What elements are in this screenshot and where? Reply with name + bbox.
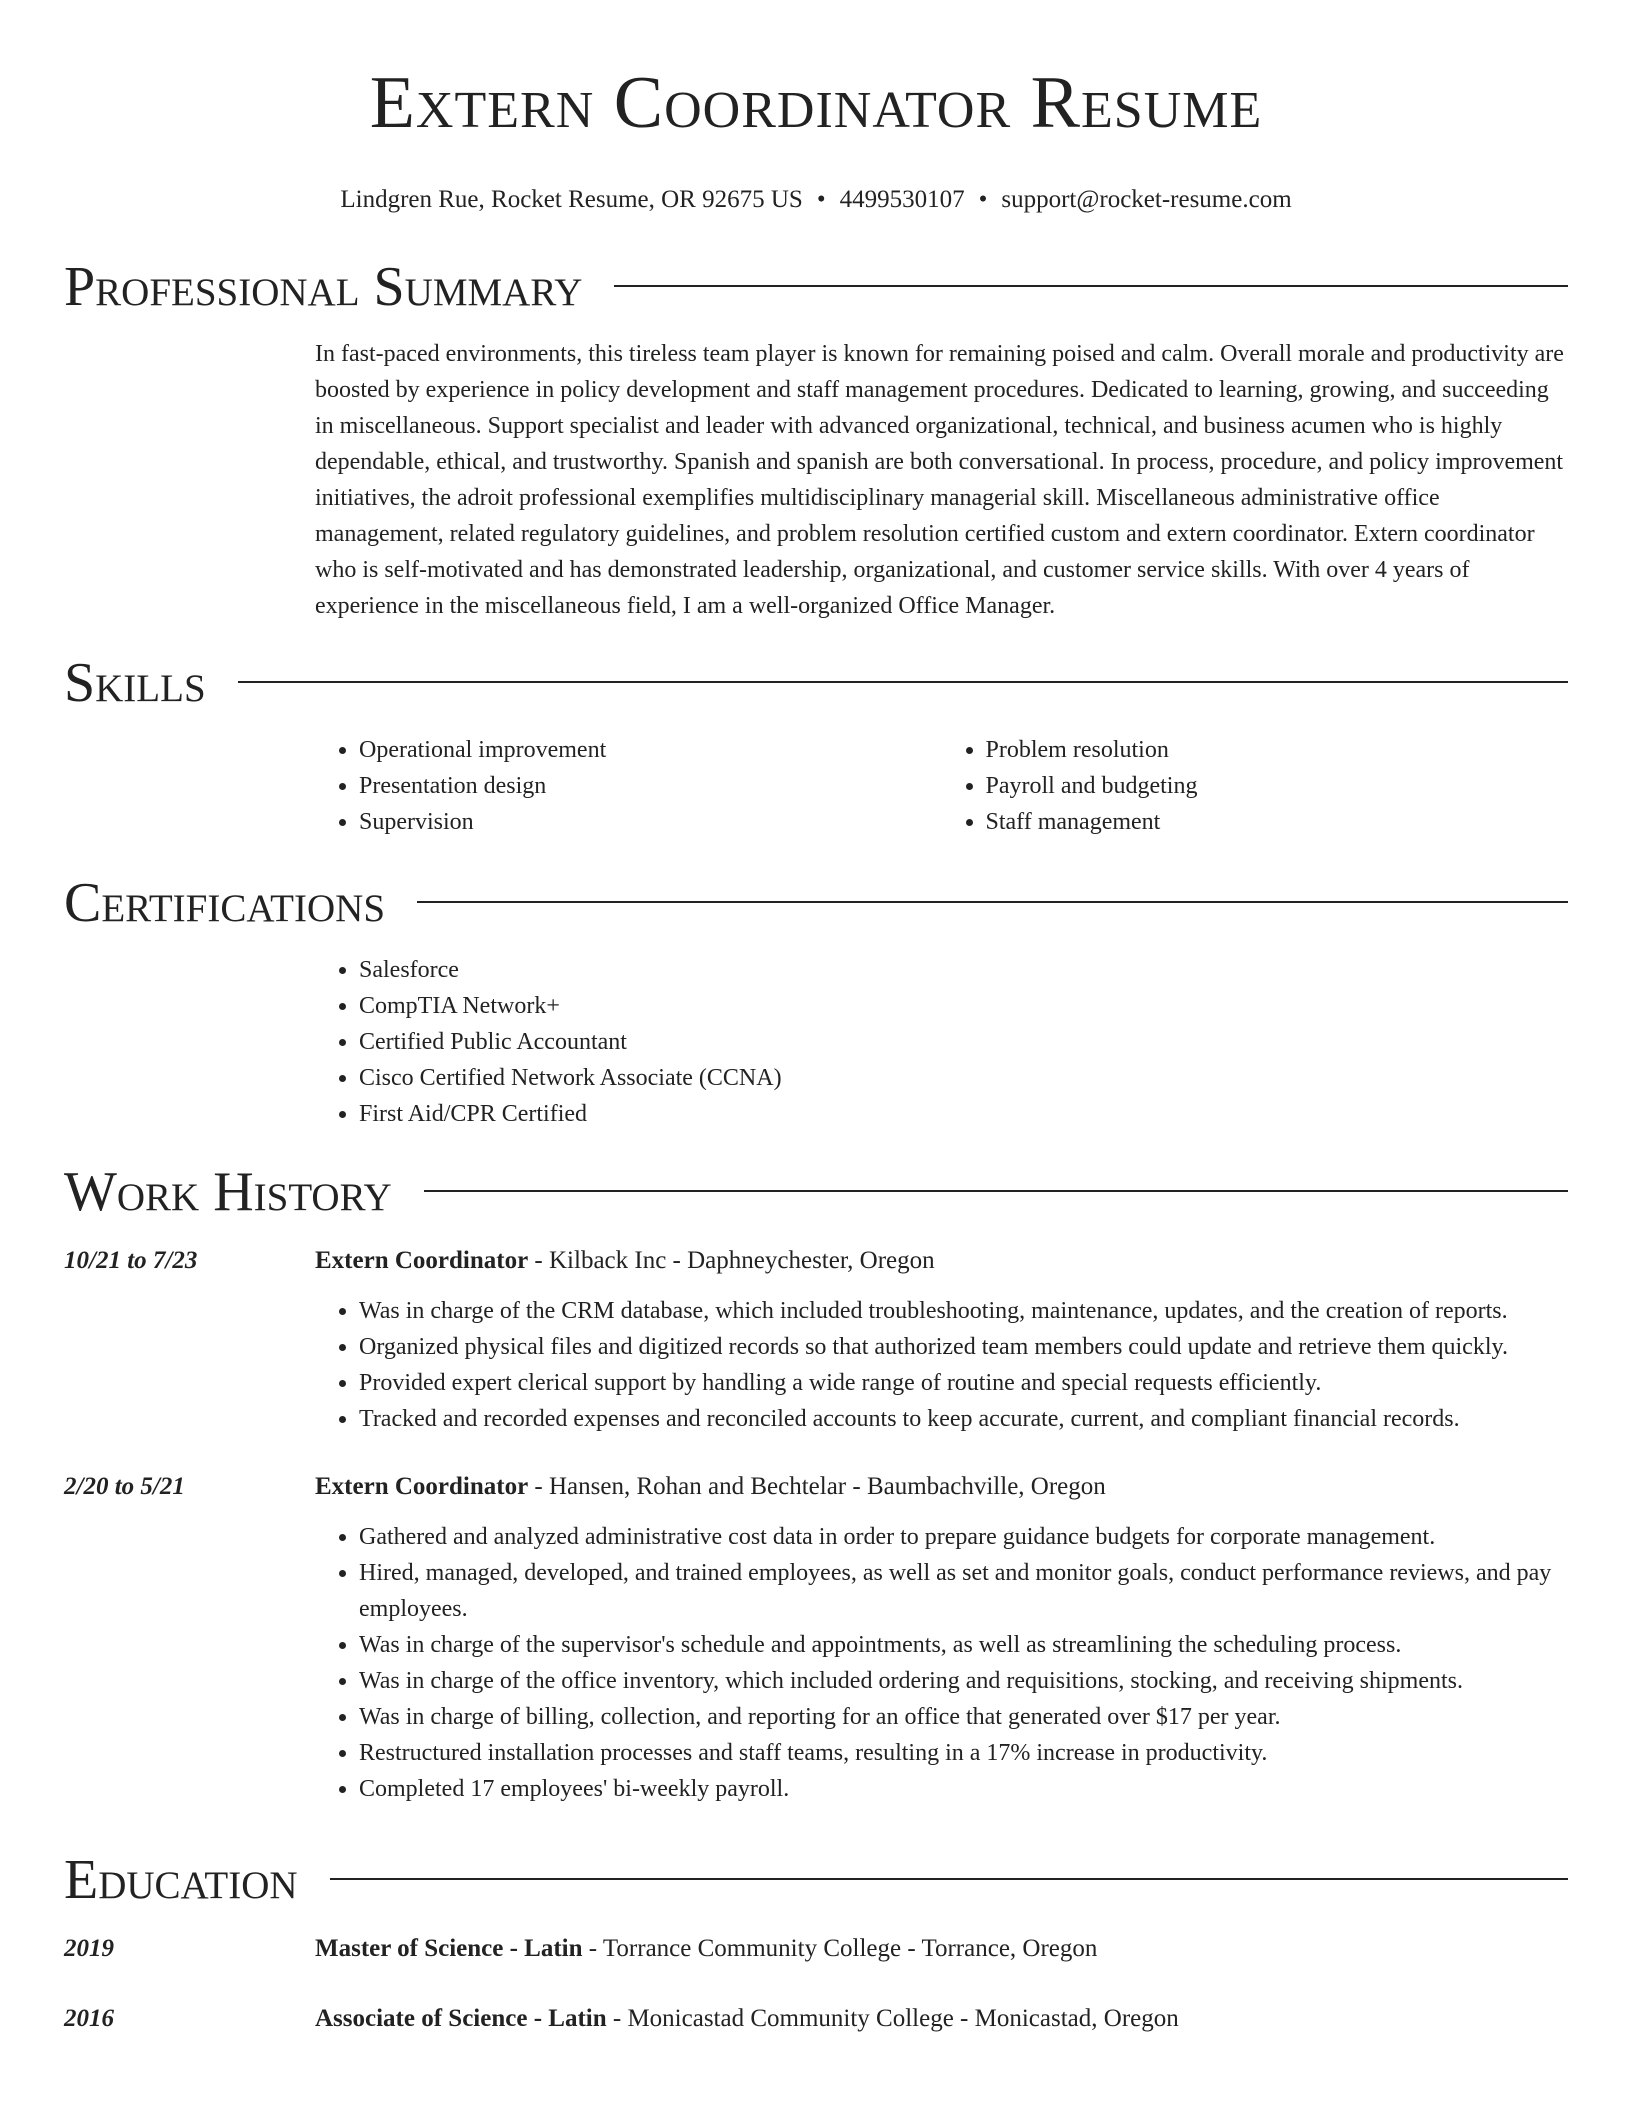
certification-item: • CompTIA Network+ [359,988,1568,1024]
contact-separator: • [816,186,826,213]
job-bullet-list [315,1293,1568,1437]
section-divider [424,1190,1568,1192]
section-title: Education [64,1849,298,1911]
skill-item: • Operational improvement [359,732,942,768]
skills-heading [64,652,1568,714]
job-bullet: • Gathered and analyzed administrative cost data in order to prepare guidance budgets for corporate management. [359,1519,1568,1555]
education-year: 2016 [64,2005,114,2032]
job-dates: 2/20 to 5/21 [64,1473,185,1500]
skills-section [64,652,1568,840]
job-entry [64,1243,1568,1437]
job-bullet: • Organized physical files and digitized records so that authorized team members could update and retrieve them quickly. [359,1329,1568,1365]
education-details: - Monicastad Community College - Monicastad, Oregon [606,2005,1179,2032]
job-title: Extern Coordinator [315,1473,529,1500]
section-title: Skills [64,652,206,714]
certifications-section [64,872,1568,1132]
skill-item: • Problem resolution [986,732,1569,768]
job-entry [64,1469,1568,1807]
skills-body [315,732,1568,840]
job-dates: 10/21 to 7/23 [64,1247,198,1274]
job-bullet: • Restructured installation processes and staff teams, resulting in a 17% increase in productivity. [359,1735,1568,1771]
skills-list-left [315,732,942,840]
contact-separator: • [978,186,988,213]
education-degree: Master of Science - Latin [315,1935,583,1962]
section-divider [417,901,1568,903]
skill-item: • Presentation design [359,768,942,804]
section-title: Certifications [64,872,386,934]
education-text [315,2001,1179,2037]
contact-email[interactable]: support@rocket-resume.com [1001,186,1292,213]
job-bullet: • Was in charge of the office inventory, which included ordering and requisitions, stocking, and receiving shipments. [359,1663,1568,1699]
summary-body [315,336,1568,624]
job-bullet: • Was in charge of billing, collection, and reporting for an office that generated over $17 per year. [359,1699,1568,1735]
section-title: Professional Summary [64,256,583,318]
job-header [64,1243,1568,1279]
job-bullet-list [315,1519,1568,1807]
job-bullet: • Tracked and recorded expenses and reconciled accounts to keep accurate, current, and compliant financial records. [359,1401,1568,1437]
section-title: Work History [64,1161,392,1223]
skill-item: • Payroll and budgeting [986,768,1569,804]
certification-item: • First Aid/CPR Certified [359,1096,1568,1132]
summary-text: In fast-paced environments, this tireless team player is known for remaining poised and calm. Overall morale and productivity are boosted by experience in policy development and staff management procedures. Dedicated to learning, growing, and succeeding in miscellaneous. Support specialist and leader with advanced organizational, technical, and business acumen who is highly dependable, ethical, and trustworthy. Spanish and spanish are both conversational. In process, procedure, and policy improvement initiatives, the adroit professional exemplifies multidisciplinary managerial skill. Miscellaneous administrative office management, related regulatory guidelines, and problem resolution certified custom and extern coordinator. Extern coordinator who is self-motivated and has demonstrated leadership, organizational, and customer service skills. With over 4 years of experience in the miscellaneous field, I am a well-organized Office Manager. [315,341,1564,619]
resume-title: Extern Coordinator Resume [369,62,1263,144]
resume-header [0,0,1632,216]
job-bullets [315,1293,1568,1437]
contact-address: Lindgren Rue, Rocket Resume, OR 92675 US [340,186,803,213]
job-header [64,1469,1568,1505]
education-degree: Associate of Science - Latin [315,2005,607,2032]
job-details: - Kilback Inc - Daphneychester, Oregon [528,1247,935,1274]
job-bullet: • Was in charge of the supervisor's schedule and appointments, as well as streamlining the scheduling process. [359,1627,1568,1663]
section-divider [330,1878,1568,1880]
work-history-section [64,1161,1568,1807]
education-year: 2019 [64,1935,114,1962]
job-bullets [315,1519,1568,1807]
job-bullet: • Provided expert clerical support by handling a wide range of routine and special requests efficiently. [359,1365,1568,1401]
work-history-heading [64,1161,1568,1223]
section-divider [614,285,1568,287]
summary-section [64,256,1568,624]
job-bullet: • Completed 17 employees' bi-weekly payroll. [359,1771,1568,1807]
certifications-body [315,952,1568,1132]
job-title: Extern Coordinator [315,1247,529,1274]
education-heading [64,1849,1568,1911]
skills-grid [315,732,1568,840]
job-heading-text [315,1243,935,1279]
certifications-heading [64,872,1568,934]
job-details: - Hansen, Rohan and Bechtelar - Baumbachville, Oregon [528,1473,1106,1500]
certification-item: • Salesforce [359,952,1568,988]
contact-phone: 4499530107 [839,186,965,213]
education-entry [64,1931,1568,1967]
certification-item: • Certified Public Accountant [359,1024,1568,1060]
skills-list-right [942,732,1569,840]
section-divider [238,681,1568,683]
certification-item: • Cisco Certified Network Associate (CCNA) [359,1060,1568,1096]
skill-item: • Staff management [986,804,1569,840]
job-bullet: • Hired, managed, developed, and trained employees, as well as set and monitor goals, conduct performance reviews, and pay employees. [359,1555,1568,1627]
job-heading-text [315,1469,1106,1505]
job-bullet: • Was in charge of the CRM database, which included troubleshooting, maintenance, updates, and the creation of reports. [359,1293,1568,1329]
contact-line [0,184,1632,216]
summary-heading [64,256,1568,318]
education-text [315,1931,1097,1967]
education-section [64,1849,1568,2037]
certifications-list [315,952,1568,1132]
skill-item: • Supervision [359,804,942,840]
education-details: - Torrance Community College - Torrance, Oregon [582,1935,1098,1962]
education-entry [64,2001,1568,2037]
